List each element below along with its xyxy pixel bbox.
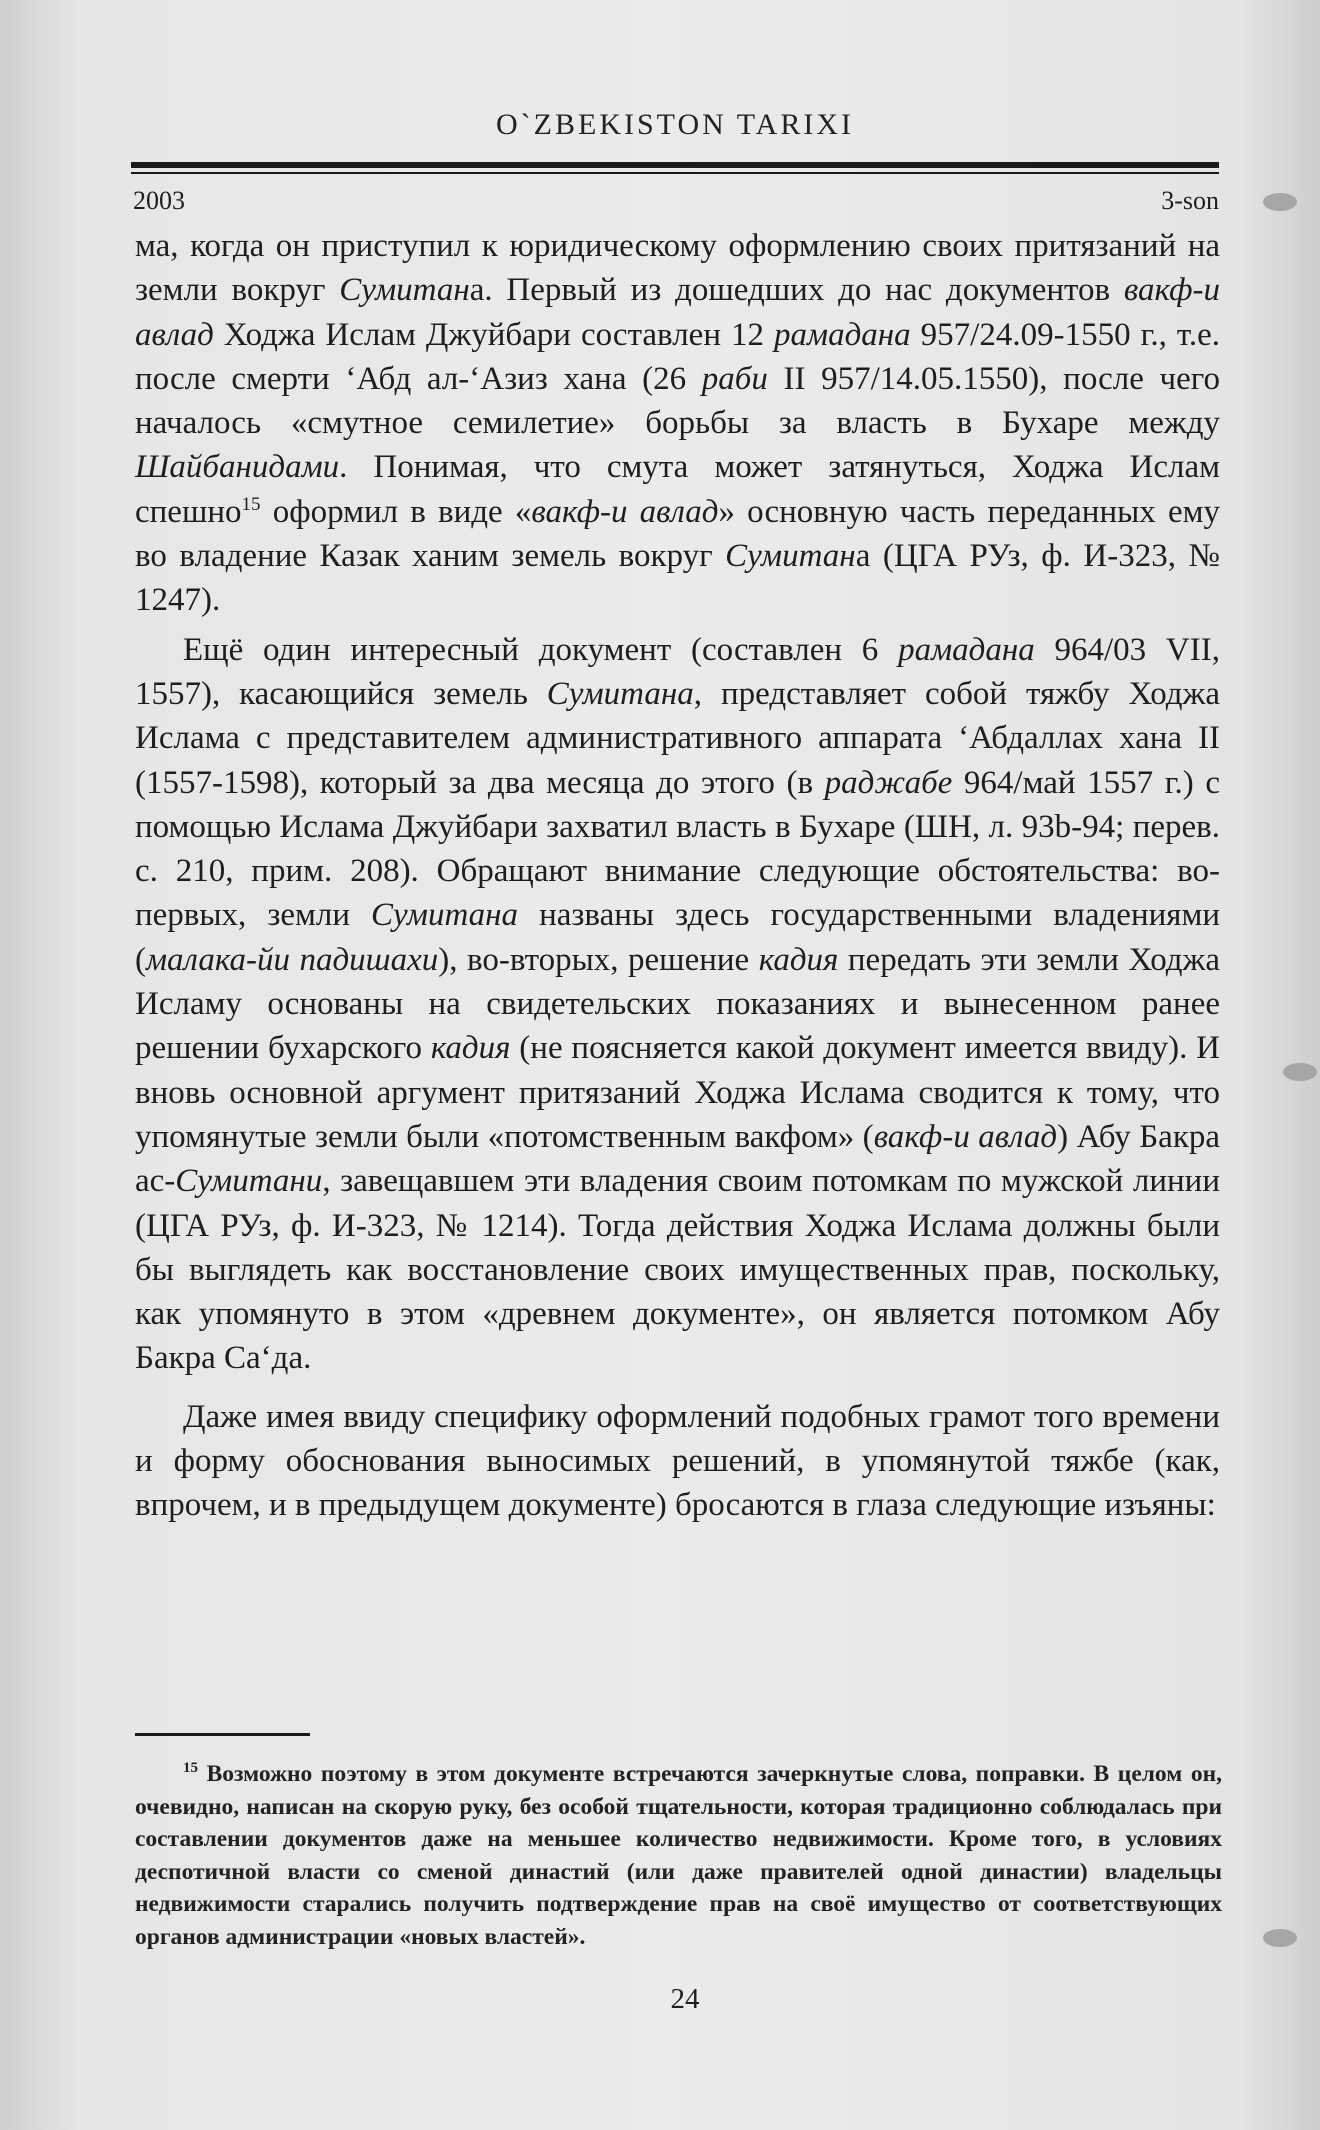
paragraph: Даже имея ввиду специфику оформлений подобных грамот того времени и форму обоснования выносимых решений, в упомянутой тяжбе (как, впрочем, и в предыдущем документе) бросаются в глаза следующие изъяны: [135,1398,1220,1524]
italic-term: кадия [758,941,839,978]
journal-title: O`ZBEKISTON TARIXI [496,108,854,141]
article-body [135,224,1220,1528]
paragraph: ма, когда он приступил к юридическому оформлению своих притязаний на земли вокруг Сумитана. Первый из дошедших до нас документов вакф-и авлад Ходжа Ислам Джуйбари составлен 12 рамадана 957/24.09-1550 г., т.е. после смерти ‘Абд ал-‘Азиз хана (26 раби II 957/14.05.1550), после чего началось «смутное семилетие» борьбы за власть в Бухаре между Шайбанидами. Понимая, что смута может затянуться, Ходжа Ислам спешно$^{15}$ оформил в виде «вакф-и авлад» основную часть переданных ему во владение Казак ханим земель вокруг Сумитана (ЦГА РУз, ф. И-323, № 1247). [135,228,1221,619]
page-mark [1263,1929,1297,1947]
page-mark [1283,1063,1317,1081]
italic-term: раби [701,360,768,397]
footnote-text: Возможно поэтому в этом документе встречаются зачеркнутые слова, поправки. В целом он, очевидно, написан на скорую руку, без особой тщательности, которая традиционно соблюдалась при составлении документов даже на меньшее количество недвижимости. Кроме того, в условиях деспотичной власти со сменой династий (или даже правителей одной династии) владельцы недвижимости старались получить подтверждение прав на своё имущество от соответствующих органов администрации «новых властей». [135,1761,1222,1950]
footnote [135,1758,1222,1953]
italic-term: вакф-и авлад [135,272,1220,353]
header-rule-thin [131,172,1219,174]
footnote-number: 15 [183,1760,198,1777]
italic-term: раджабе [824,764,953,801]
footnote-ref: 15 [241,493,261,515]
paragraph: Ещё один интересный документ (составлен 6 рамадана 964/03 VII, 1557), касающийся земель Сумитана, представляет собой тяжбу Ходжа Ислама с представителем административного аппарата ‘Абдаллах хана II (1557-1598), который за два месяца до этого (в раджабе 964/май 1557 г.) с помощью Ислама Джуйбари захватил власть в Бухаре (ШН, л. 93b-94; перев. с. 210, прим. 208). Обращают внимание следующие обстоятельства: во-первых, земли Сумитана названы здесь государственными владениями (малака-йи падишахи), во-вторых, решение кадия передать эти земли Ходжа Исламу основаны на свидетельских показаниях и вынесенном ранее решении бухарского кадия (не поясняется какой документ имеется ввиду). И вновь основной аргумент притязаний Ходжа Ислама сводится к тому, что упомянутые земли были «потомственным вакфом» (вакф-и авлад) Абу Бакра ас-Сумитани, завещавшем эти владения своим потомкам по мужской линии (ЦГА РУз, ф. И-323, № 1214). Тогда действия Ходжа Ислама должны были бы выглядеть как восстановление своих имущественных прав, поскольку, как упомянуто в этом «древнем документе», он является потомком Абу Бакра Са‘да. [135,631,1221,1377]
italic-term: вакф-и авлад [531,493,719,530]
italic-term: Сумитана [371,897,519,934]
italic-term: Сумитан [725,538,856,575]
footnote-separator [135,1733,310,1736]
italic-term: вакф-и авлад [873,1118,1058,1155]
issue-number: 3-son [1161,186,1219,215]
header-rule [131,162,1219,168]
page-number: 24 [670,1983,700,2015]
italic-term: Сумитана [546,675,694,712]
italic-term: Сумитан [339,272,470,309]
italic-term: Шайбанидами [135,449,340,486]
italic-term: кадия [430,1030,511,1067]
italic-term: Сумитани [175,1163,323,1200]
page-mark [1263,193,1297,211]
issue-year: 2003 [133,186,185,215]
italic-term: рамадана [774,316,911,353]
italic-term: рамадана [898,631,1035,668]
italic-term: малака-йи падишахи [146,941,439,978]
